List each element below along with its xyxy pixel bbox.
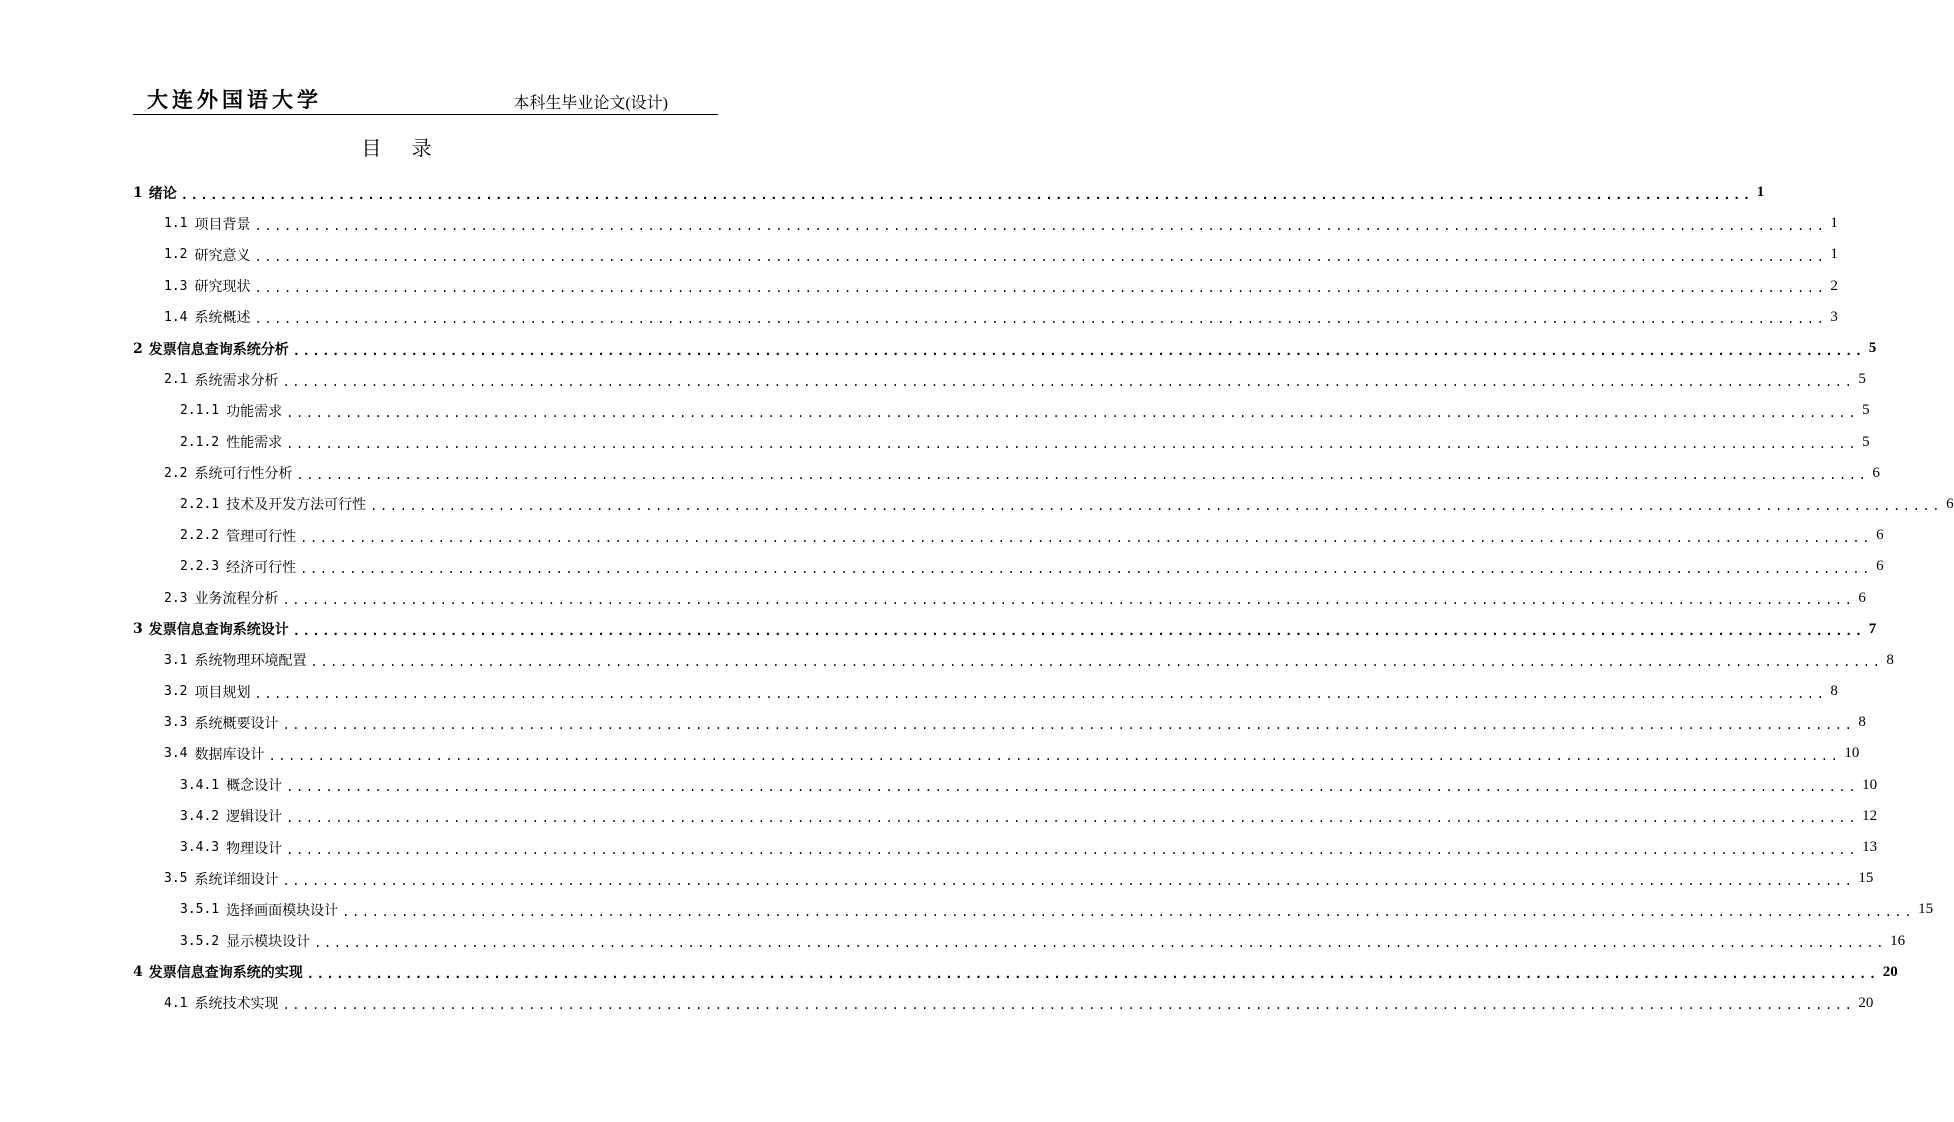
toc-entry-page-number: 5 [1858,371,1866,388]
toc-entry-page-number: 10 [1862,776,1878,793]
toc-dot-leader: ................................................................................................................................................................ [286,405,1859,420]
toc-dot-leader: ................................................................................................................................................................ [310,655,1883,670]
toc-entry-page-number: 5 [1862,402,1870,419]
toc-dot-leader: ................................................................................................................................................................ [300,561,1873,576]
toc-entry-label: 发票信息查询系统的实现 [148,965,303,982]
toc-entry-label: 经济可行性 [226,559,297,576]
toc-entry-number: 3.4.3 [180,840,220,856]
toc-entry-number: 2.3 [164,590,188,606]
toc-entry[interactable] [133,458,1880,489]
toc-entry-label: 发票信息查询系统设计 [148,622,289,639]
toc-entry-number: 4.1 [164,995,188,1011]
toc-dot-leader: ................................................................................................................................................................ [282,374,1855,389]
toc-entry[interactable] [133,770,1878,801]
toc-entry[interactable] [133,489,1954,520]
toc-entry-page-number: 3 [1830,308,1838,325]
toc-entry[interactable] [133,239,1838,270]
toc-entry-label: 数据库设计 [194,746,265,763]
toc-entry-page-number: 12 [1862,807,1878,824]
toc-entry-label: 选择画面模块设计 [226,902,339,919]
toc-entry-number: 1.2 [164,247,188,263]
toc-dot-leader: ................................................................................................................................................................ [370,499,1943,514]
toc-entry-number: 3.5.1 [180,902,220,918]
toc-entry-label: 绪论 [148,185,177,202]
toc-entry-number: 1.4 [164,309,188,325]
toc-entry[interactable] [133,645,1894,676]
page-header [133,82,718,115]
toc-entry-page-number: 6 [1872,464,1880,481]
toc-entry-number: 3.1 [164,652,188,668]
toc-dot-leader: ................................................................................................................................................................ [286,780,1859,795]
toc-entry-number: 3.3 [164,715,188,731]
toc-entry-number: 3.5.2 [180,933,220,949]
toc-entry[interactable] [133,801,1878,832]
toc-entry-label: 技术及开发方法可行性 [226,497,367,514]
toc-dot-leader: ................................................................................................................................................................ [286,811,1859,826]
toc-entry-page-number: 15 [1918,901,1934,918]
toc-dot-leader: ................................................................................................................................................................ [292,624,1865,639]
toc-entry[interactable] [133,614,1877,645]
toc-entry-label: 显示模块设计 [226,934,311,951]
toc-dot-leader: ................................................................................................................................................................ [282,873,1855,888]
toc-entry-page-number: 5 [1862,433,1870,450]
toc-entry[interactable] [133,551,1884,582]
toc-dot-leader: ................................................................................................................................................................ [314,936,1887,951]
toc-dot-leader: ................................................................................................................................................................ [180,187,1753,202]
toc-dot-leader: ................................................................................................................................................................ [296,468,1869,483]
toc-entry-page-number: 1 [1756,184,1765,201]
toc-entry-label: 性能需求 [226,435,283,452]
toc-entry-page-number: 5 [1868,340,1877,357]
toc-dot-leader: ................................................................................................................................................................ [282,717,1855,732]
toc-title: 目 录 [361,136,444,160]
toc-entry[interactable] [133,395,1870,426]
toc-entry-page-number: 16 [1890,932,1906,949]
toc-dot-leader: ................................................................................................................................................................ [254,249,1827,264]
toc-dot-leader: ................................................................................................................................................................ [286,842,1859,857]
toc-dot-leader: ................................................................................................................................................................ [292,343,1865,358]
toc-entry-number: 2 [133,340,143,357]
toc-entry-number: 3.4.2 [180,808,220,824]
document-type: 本科生毕业论文(设计) [513,95,668,112]
toc-entry-page-number: 1 [1830,246,1838,263]
toc-dot-leader: ................................................................................................................................................................ [268,748,1841,763]
toc-entry[interactable] [133,177,1765,208]
toc-dot-leader: ................................................................................................................................................................ [282,998,1855,1013]
toc-entry-label: 系统可行性分析 [194,466,293,483]
toc-entry[interactable] [133,926,1906,957]
toc-entry-page-number: 6 [1876,527,1884,544]
toc-entry-number: 1.3 [164,278,188,294]
table-of-contents [133,177,1954,1019]
toc-dot-leader: ................................................................................................................................................................ [254,218,1827,233]
toc-entry-number: 2.2.2 [180,528,220,544]
toc-entry[interactable] [133,707,1866,738]
toc-dot-leader: ................................................................................................................................................................ [306,967,1879,982]
toc-entry[interactable] [133,738,1860,769]
toc-entry[interactable] [133,520,1884,551]
toc-entry-number: 3.5 [164,871,188,887]
toc-entry-page-number: 13 [1862,839,1878,856]
toc-dot-leader: ................................................................................................................................................................ [254,281,1827,296]
toc-entry-label: 概念设计 [226,778,283,795]
toc-entry[interactable] [133,832,1878,863]
toc-entry-page-number: 8 [1830,683,1838,700]
toc-entry-page-number: 2 [1830,277,1838,294]
toc-entry-number: 2.2.3 [180,559,220,575]
toc-entry-page-number: 20 [1858,994,1874,1011]
toc-entry-number: 2.2.1 [180,496,220,512]
toc-entry-label: 系统物理环境配置 [194,653,307,670]
toc-entry-label: 研究意义 [194,247,251,264]
toc-entry-label: 物理设计 [226,840,283,857]
toc-entry[interactable] [133,863,1874,894]
toc-entry-number: 2.1 [164,372,188,388]
toc-entry[interactable] [133,364,1866,395]
toc-entry-label: 系统概述 [194,310,251,327]
toc-entry-page-number: 6 [1946,495,1954,512]
toc-entry-label: 业务流程分析 [194,591,279,608]
toc-entry-page-number: 8 [1858,714,1866,731]
toc-entry[interactable] [133,676,1838,707]
toc-dot-leader: ................................................................................................................................................................ [282,593,1855,608]
toc-entry-number: 2.1.2 [180,434,220,450]
toc-entry-page-number: 20 [1882,963,1898,980]
toc-entry-number: 3 [133,621,143,638]
toc-entry-page-number: 15 [1858,870,1874,887]
toc-entry[interactable] [133,427,1870,458]
toc-entry-page-number: 6 [1876,558,1884,575]
toc-entry-page-number: 1 [1830,215,1838,232]
toc-entry-number: 3.4 [164,746,188,762]
toc-entry-label: 系统需求分析 [194,372,279,389]
toc-dot-leader: ................................................................................................................................................................ [300,530,1873,545]
toc-entry-page-number: 6 [1858,589,1866,606]
toc-entry-page-number: 8 [1886,651,1894,668]
toc-dot-leader: ................................................................................................................................................................ [254,686,1827,701]
toc-entry-label: 研究现状 [194,279,251,296]
toc-entry[interactable] [133,333,1877,364]
toc-entry-label: 功能需求 [226,403,283,420]
toc-entry-label: 项目规划 [194,684,251,701]
toc-entry-page-number: 10 [1844,745,1860,762]
toc-entry-number: 1 [133,184,143,201]
toc-entry-label: 逻辑设计 [226,809,283,826]
toc-entry-number: 3.2 [164,684,188,700]
toc-entry-label: 项目背景 [194,216,251,233]
toc-entry[interactable] [133,957,1898,988]
toc-entry[interactable] [133,208,1838,239]
toc-entry-number: 2.1.1 [180,403,220,419]
toc-entry-number: 1.1 [164,216,188,232]
toc-dot-leader: ................................................................................................................................................................ [342,904,1915,919]
toc-entry[interactable] [133,894,1934,925]
university-name: 大连外国语大学 [147,87,322,112]
toc-entry-number: 3.4.1 [180,777,220,793]
toc-entry[interactable] [133,988,1874,1019]
toc-entry-label: 系统概要设计 [194,715,279,732]
toc-entry-label: 系统技术实现 [194,996,279,1013]
toc-entry-label: 系统详细设计 [194,871,279,888]
toc-entry[interactable] [133,302,1838,333]
toc-entry-label: 发票信息查询系统分析 [148,341,289,358]
toc-entry-number: 2.2 [164,465,188,481]
toc-entry[interactable] [133,271,1838,302]
toc-entry-number: 4 [133,964,143,981]
toc-entry-label: 管理可行性 [226,528,297,545]
toc-entry-page-number: 7 [1868,620,1877,637]
toc-dot-leader: ................................................................................................................................................................ [254,312,1827,327]
toc-entry[interactable] [133,582,1866,613]
toc-dot-leader: ................................................................................................................................................................ [286,437,1859,452]
